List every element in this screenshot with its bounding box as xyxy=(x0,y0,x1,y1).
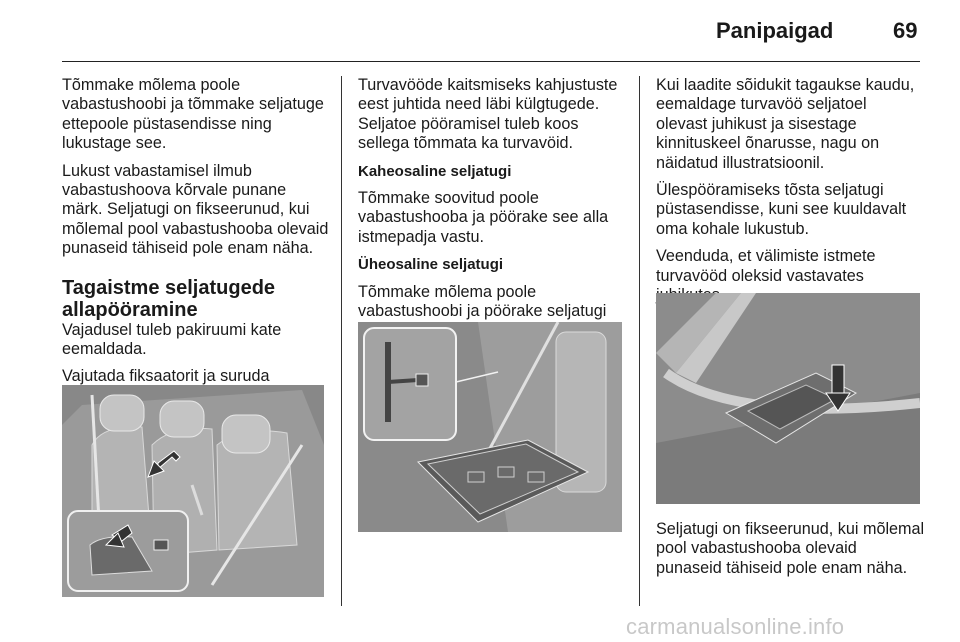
illustration-folded-seatback xyxy=(358,322,622,532)
paragraph: Ülespööramiseks tõsta seljatugi püstasendisse, kuni see kuuldavalt oma kohale lukustub. xyxy=(656,181,907,238)
text-column-2 xyxy=(358,76,624,349)
paragraph: Turvavööde kaitsmiseks kahjustuste eest juhtida need läbi külgtugede. Seljatoe pööramisel tuleb koos sellega tõmmata ka turvavöid. xyxy=(358,76,618,153)
paragraph: Kui laadite sõidukit tagaukse kaudu, eemaldage turvavöö seljatoel olevast juhikust ja sisestage kinnituskeel õnarusse, nagu on näidatud illustratsioonil. xyxy=(656,76,915,172)
subheading-two-part: Kaheosaline seljatugi xyxy=(358,162,512,180)
illustration-headrests xyxy=(62,385,324,597)
paragraph: Veenduda, et välimiste istmete turvavööd oleksid vastavates xyxy=(656,247,876,285)
paragraph: Tõmmake mõlema poole vabastushoobi ja pöörake seljatugi xyxy=(358,282,607,321)
section-heading: Tagaistme seljatugede allapööramine xyxy=(62,276,276,321)
subheading-one-part: Üheosaline seljatugi xyxy=(358,256,504,274)
illustration-belt-guide xyxy=(656,293,920,504)
page-header-title: Panipaigad xyxy=(716,18,834,43)
page-number: 69 xyxy=(893,18,918,43)
paragraph: Vajutada fiksaatorit ja suruda xyxy=(62,367,270,386)
paragraph: Lukust vabastamisel ilmub vabastushoova kõrvale punane märk. Seljatugi on fikseerunud, kui mõlemal pool vabastushooba olevaid punaseid tähiseid pole enam näha. xyxy=(62,161,329,258)
paragraph: Tõmmake soovitud poole vabastushooba ja pöörake see alla istmepadja vastu. xyxy=(358,189,609,246)
figure-caption: Seljatugi on fikseerunud, kui mõlemal pool vabastushooba olevaid punaseid tähiseid pole enam näha. xyxy=(656,520,925,577)
paragraph: Tõmmake mõlema poole vabastushoobi ja tõmmake seljatuge ettepoole püstasendisse ning lukustage see. xyxy=(62,76,324,153)
paragraph: Vajadusel tuleb pakiruumi kate eemaldada. xyxy=(62,320,282,359)
column-divider-1 xyxy=(341,76,342,606)
header-divider xyxy=(62,61,920,62)
watermark: carmanualsonline.info xyxy=(626,614,845,639)
column-divider-2 xyxy=(639,76,640,606)
text-column-1 xyxy=(62,76,330,414)
text-column-3 xyxy=(656,76,922,313)
